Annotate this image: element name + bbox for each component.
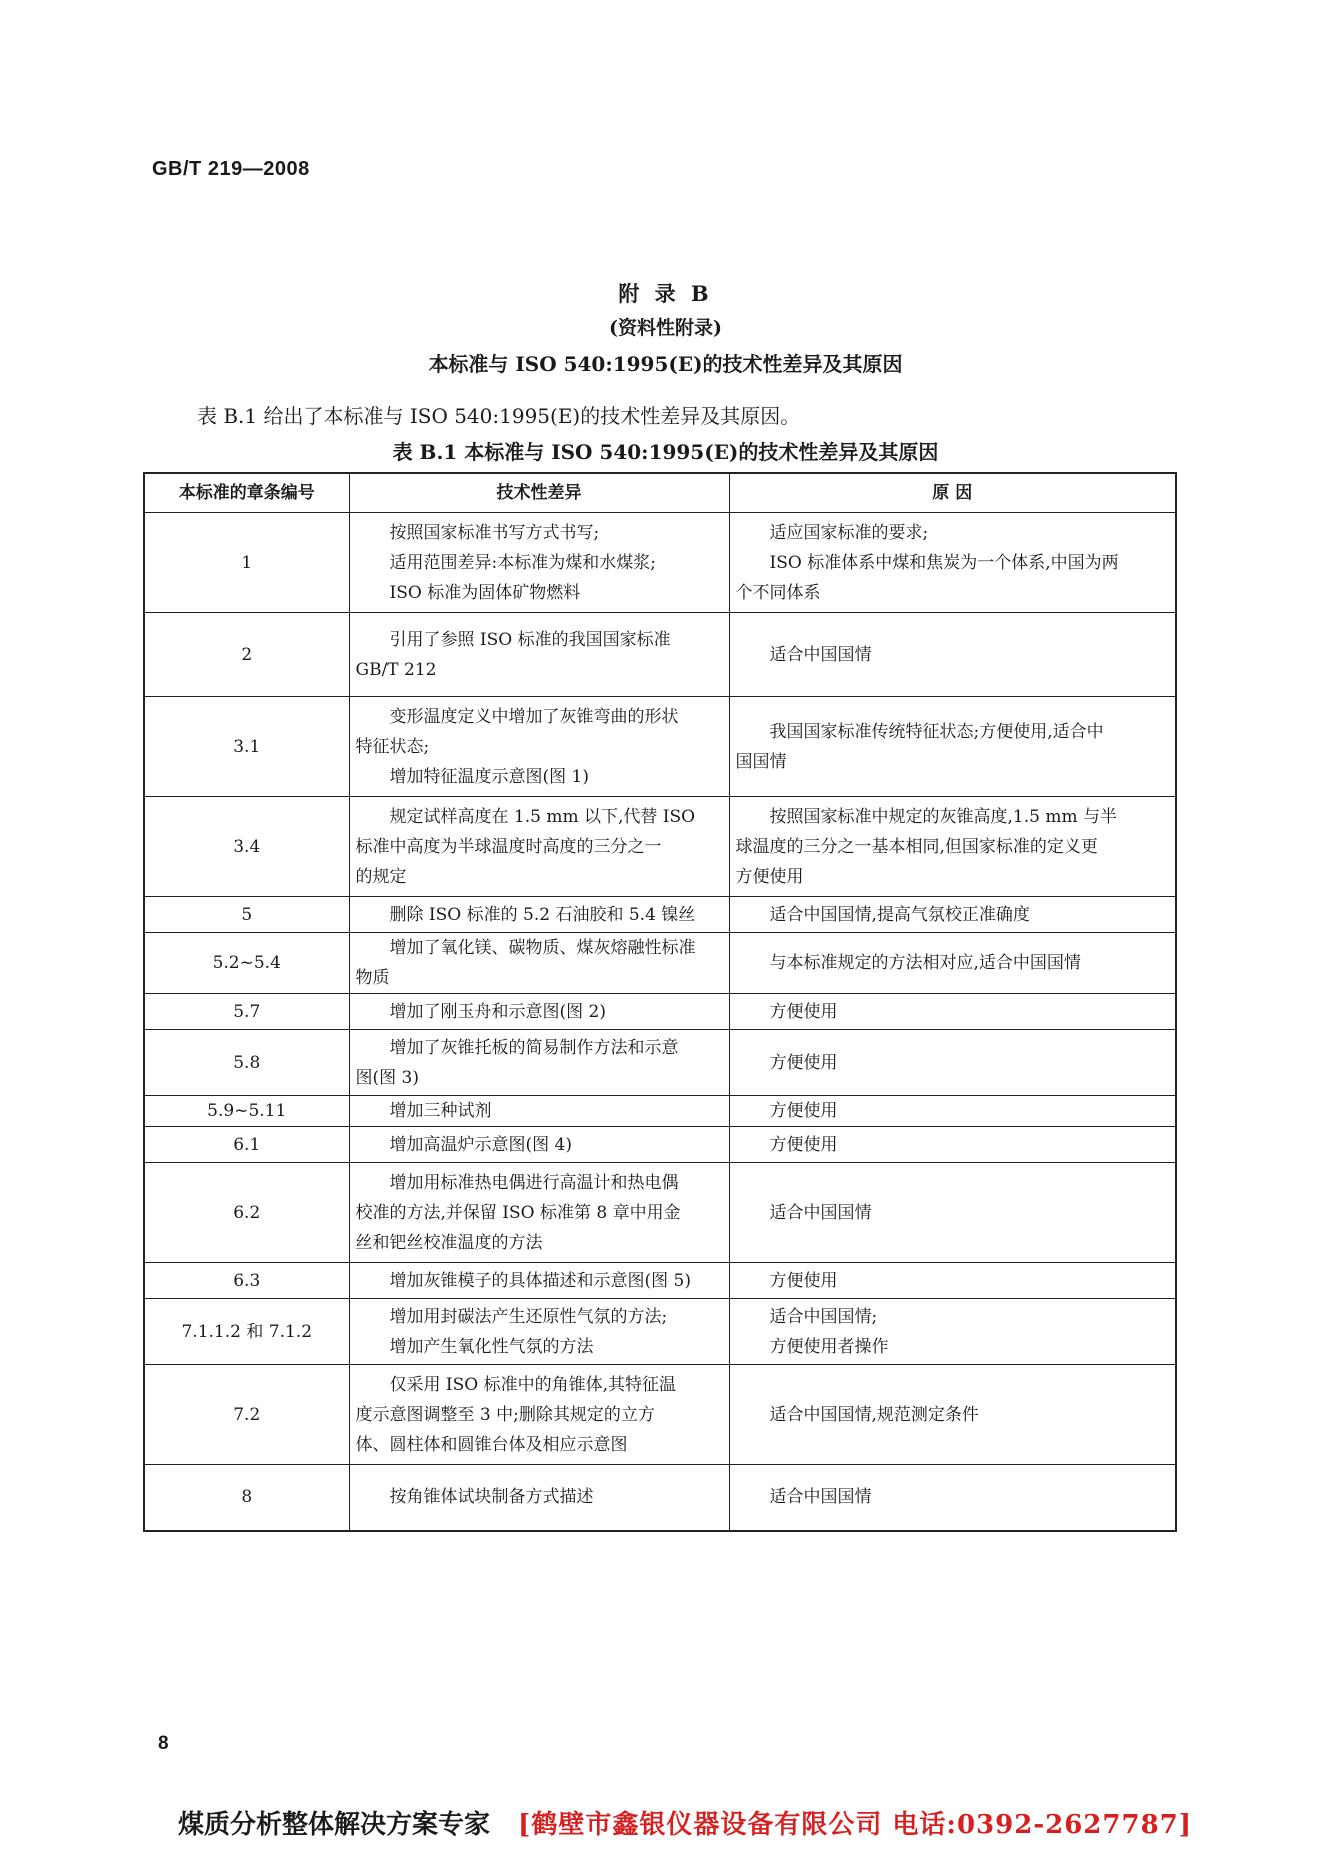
cell-text-line: 增加了刚玉舟和示意图(图 2) <box>389 1001 606 1022</box>
tech-difference-cell <box>349 1263 729 1299</box>
cell-text-line: 适合中国国情 <box>769 644 872 665</box>
cell-text-line: 方便使用 <box>769 1270 838 1291</box>
cell-text-line: 增加灰锥模子的具体描述和示意图(图 5) <box>389 1270 691 1291</box>
header-tech-difference: 技术性差异 <box>349 473 729 513</box>
cell-text-line: 按照国家标准中规定的灰锥高度,1.5 mm 与半 <box>769 806 1117 827</box>
reason-cell <box>729 797 1176 897</box>
reason-cell <box>729 1096 1176 1127</box>
cell-text-line: 方便使用者操作 <box>769 1336 889 1357</box>
cell-text-line: 方便使用 <box>735 866 804 887</box>
table-row <box>144 933 1176 994</box>
table-row <box>144 897 1176 933</box>
cell-text-line: 增加三种试剂 <box>389 1101 492 1121</box>
differences-table <box>143 472 1177 1532</box>
cell-text-line: GB/T 212 <box>355 659 437 680</box>
cell-text-line: 方便使用 <box>769 1101 838 1121</box>
clause-number-cell: 7.2 <box>144 1365 349 1465</box>
cell-text-line: 规定试样高度在 1.5 mm 以下,代替 ISO <box>389 806 696 827</box>
table-row <box>144 797 1176 897</box>
header-clause: 本标准的章条编号 <box>144 473 349 513</box>
cell-text-line: 个不同体系 <box>735 582 821 603</box>
tech-difference-cell <box>349 994 729 1030</box>
table-row <box>144 513 1176 613</box>
clause-number-cell: 5.2~5.4 <box>144 933 349 994</box>
cell-text-line: 增加特征温度示意图(图 1) <box>389 766 589 787</box>
tech-difference-cell <box>349 1365 729 1465</box>
reason-cell <box>729 1263 1176 1299</box>
cell-text-line: 标准中高度为半球温度时高度的三分之一 <box>355 836 662 857</box>
appendix-title: 附 录 B <box>618 281 713 306</box>
clause-number-cell: 8 <box>144 1465 349 1531</box>
table-row <box>144 1465 1176 1531</box>
clause-number-cell: 3.4 <box>144 797 349 897</box>
cell-text-line: 适合中国国情,规范测定条件 <box>769 1404 979 1425</box>
reason-cell <box>729 1365 1176 1465</box>
appendix-heading: 本标准与 ISO 540:1995(E)的技术性差异及其原因 <box>428 352 903 376</box>
reason-cell <box>729 697 1176 797</box>
reason-cell <box>729 513 1176 613</box>
cell-text-line: 方便使用 <box>769 1052 838 1073</box>
cell-text-line: 增加产生氧化性气氛的方法 <box>389 1336 594 1357</box>
tech-difference-cell <box>349 697 729 797</box>
cell-text-line: 适合中国国情 <box>769 1487 872 1508</box>
cell-text-line: 与本标准规定的方法相对应,适合中国国情 <box>769 953 1081 973</box>
cell-text-line: 适合中国国情,提高气氛校正准确度 <box>769 904 1030 925</box>
tech-difference-cell <box>349 1299 729 1365</box>
tech-difference-cell <box>349 613 729 697</box>
cell-text-line: 变形温度定义中增加了灰锥弯曲的形状 <box>389 706 679 727</box>
cell-text-line: 增加了灰锥托板的简易制作方法和示意 <box>389 1037 679 1058</box>
table-header-row <box>144 473 1176 513</box>
cell-text-line: 适合中国国情 <box>769 1202 872 1223</box>
reason-cell <box>729 1465 1176 1531</box>
tech-difference-cell <box>349 1465 729 1531</box>
table-row <box>144 1096 1176 1127</box>
reason-cell <box>729 1163 1176 1263</box>
cell-text-line: 仅采用 ISO 标准中的角锥体,其特征温 <box>389 1374 677 1395</box>
tech-difference-cell <box>349 513 729 613</box>
reason-cell <box>729 1127 1176 1163</box>
cell-text-line: 度示意图调整至 3 中;删除其规定的立方 <box>355 1404 655 1425</box>
cell-text-line: 的规定 <box>355 866 407 887</box>
cell-text-line: 我国国家标准传统特征状态;方便使用,适合中 <box>769 721 1104 742</box>
table-row <box>144 1030 1176 1096</box>
table-row <box>144 1299 1176 1365</box>
appendix-subtitle: (资料性附录) <box>609 317 722 339</box>
clause-number-cell: 6.2 <box>144 1163 349 1263</box>
cell-text-line: 适用范围差异:本标准为煤和水煤浆; <box>389 552 656 573</box>
cell-text-line: 图(图 3) <box>355 1067 419 1088</box>
page-number: 8 <box>158 1733 169 1754</box>
table-row <box>144 1263 1176 1299</box>
clause-number-cell: 5.7 <box>144 994 349 1030</box>
cell-text-line: 特征状态; <box>355 736 430 757</box>
clause-number-cell: 2 <box>144 613 349 697</box>
tech-difference-cell <box>349 897 729 933</box>
intro-paragraph: 表 B.1 给出了本标准与 ISO 540:1995(E)的技术性差异及其原因。 <box>197 404 801 428</box>
tech-difference-cell <box>349 933 729 994</box>
cell-text-line: 增加用封碳法产生还原性气氛的方法; <box>389 1306 668 1327</box>
table-row <box>144 697 1176 797</box>
clause-number-cell: 7.1.1.2 和 7.1.2 <box>144 1299 349 1365</box>
clause-number-cell: 5.9~5.11 <box>144 1096 349 1127</box>
cell-text-line: 适应国家标准的要求; <box>769 522 929 543</box>
tech-difference-cell <box>349 1030 729 1096</box>
cell-text-line: 按照国家标准书写方式书写; <box>389 522 600 543</box>
reason-cell <box>729 613 1176 697</box>
tech-difference-cell <box>349 1163 729 1263</box>
table-row <box>144 1365 1176 1465</box>
reason-cell <box>729 994 1176 1030</box>
tech-difference-cell <box>349 797 729 897</box>
cell-text-line: 增加用标准热电偶进行高温计和热电偶 <box>389 1172 679 1193</box>
tech-difference-cell <box>349 1096 729 1127</box>
cell-text-line: 按角锥体试块制备方式描述 <box>389 1487 594 1508</box>
clause-number-cell: 1 <box>144 513 349 613</box>
clause-number-cell: 6.1 <box>144 1127 349 1163</box>
cell-text-line: 球温度的三分之一基本相同,但国家标准的定义更 <box>735 836 1098 857</box>
reason-cell <box>729 933 1176 994</box>
table-caption: 表 B.1 本标准与 ISO 540:1995(E)的技术性差异及其原因 <box>392 440 939 464</box>
footer-slogan: 煤质分析整体解决方案专家 <box>178 1810 491 1840</box>
table-row <box>144 994 1176 1030</box>
cell-text-line: 方便使用 <box>769 1001 838 1022</box>
header-reason: 原 因 <box>729 473 1176 513</box>
clause-number-cell: 5 <box>144 897 349 933</box>
footer-banner <box>178 1804 1192 1841</box>
cell-text-line: 增加高温炉示意图(图 4) <box>389 1134 572 1155</box>
cell-text-line: 适合中国国情; <box>769 1306 878 1327</box>
clause-number-cell: 5.8 <box>144 1030 349 1096</box>
cell-text-line: 删除 ISO 标准的 5.2 石油胶和 5.4 镍丝 <box>389 904 696 925</box>
cell-text-line: ISO 标准体系中煤和焦炭为一个体系,中国为两 <box>769 552 1119 573</box>
cell-text-line: 校准的方法,并保留 ISO 标准第 8 章中用金 <box>355 1202 681 1223</box>
table-row <box>144 1163 1176 1263</box>
table-row <box>144 1127 1176 1163</box>
clause-number-cell: 6.3 <box>144 1263 349 1299</box>
cell-text-line: 丝和钯丝校准温度的方法 <box>355 1232 543 1253</box>
reason-cell <box>729 1030 1176 1096</box>
table-body <box>144 513 1176 1531</box>
reason-cell <box>729 897 1176 933</box>
cell-text-line: 物质 <box>355 968 390 988</box>
footer-company-contact: [鹤壁市鑫银仪器设备有限公司 电话:0392-2627787] <box>518 1810 1193 1840</box>
cell-text-line: 国国情 <box>735 751 787 772</box>
tech-difference-cell <box>349 1127 729 1163</box>
reason-cell <box>729 1299 1176 1365</box>
cell-text-line: 引用了参照 ISO 标准的我国国家标准 <box>389 629 671 650</box>
standard-code: GB/T 219—2008 <box>152 158 310 180</box>
clause-number-cell: 3.1 <box>144 697 349 797</box>
cell-text-line: 方便使用 <box>769 1134 838 1155</box>
cell-text-line: 增加了氧化镁、碳物质、煤灰熔融性标准 <box>389 938 696 958</box>
cell-text-line: 体、圆柱体和圆锥台体及相应示意图 <box>355 1434 628 1455</box>
table-row <box>144 613 1176 697</box>
cell-text-line: ISO 标准为固体矿物燃料 <box>389 582 581 603</box>
